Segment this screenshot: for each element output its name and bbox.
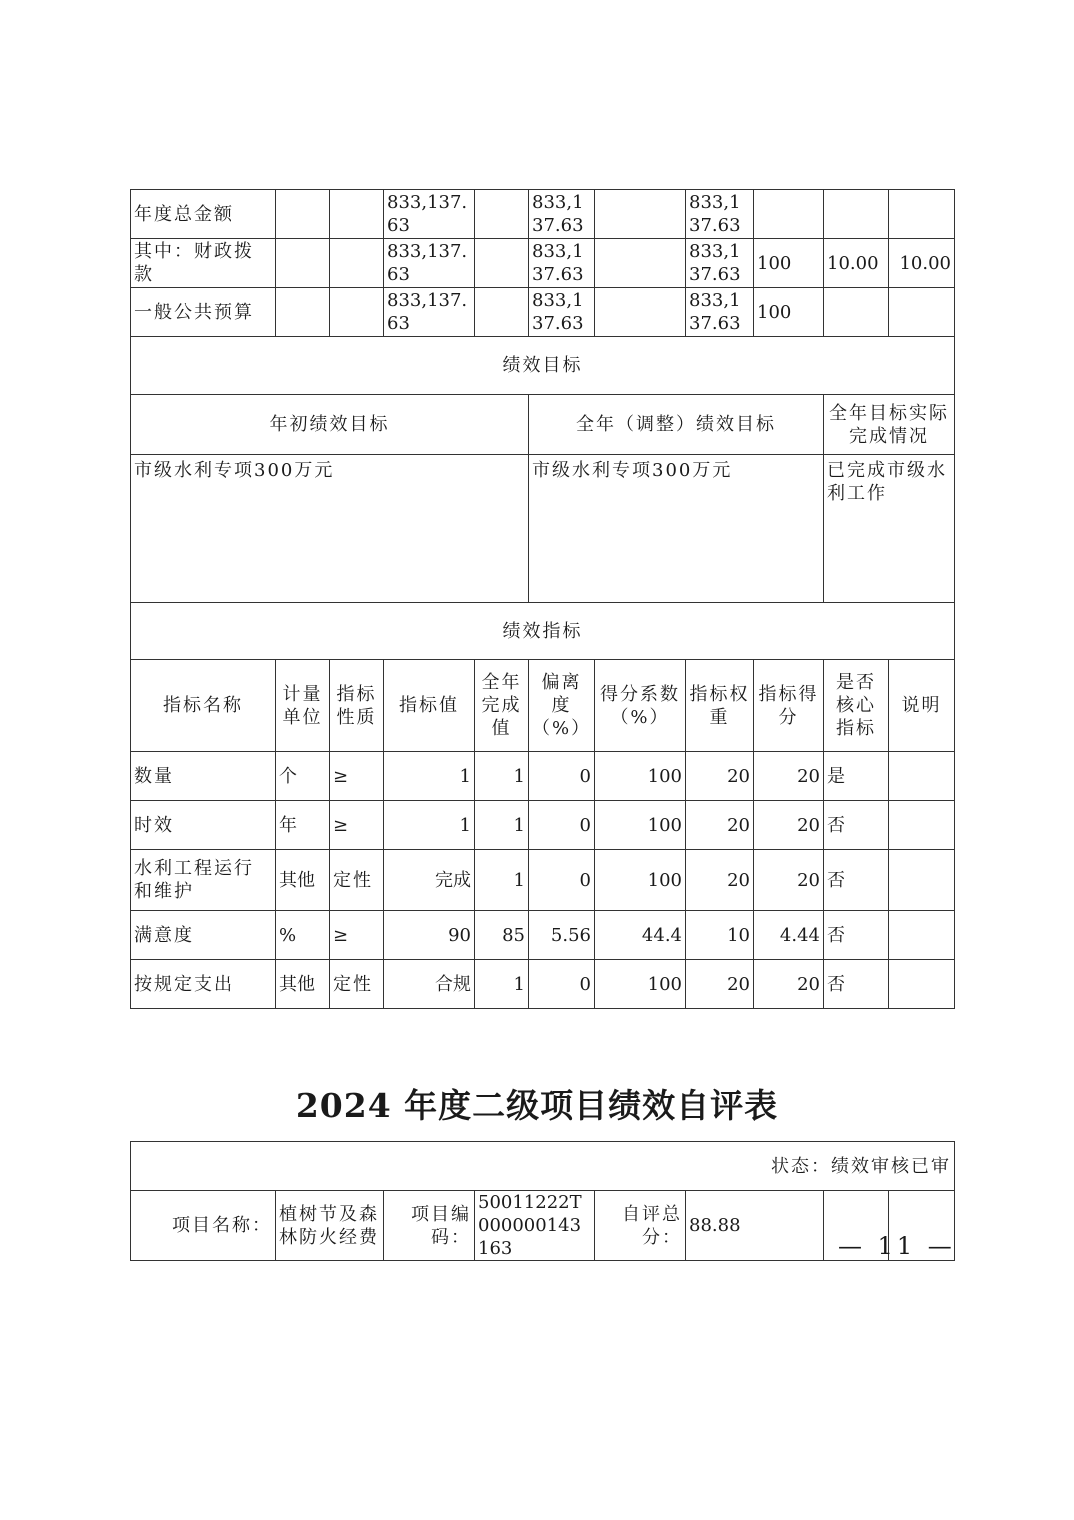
indicator-cell-done: 1 [475, 850, 529, 911]
funds-section [131, 190, 955, 337]
indicator-cell-weight: 10 [686, 911, 754, 960]
project-code-label: 项目编码： [384, 1191, 475, 1261]
indicator-cell-weight: 20 [686, 752, 754, 801]
indicator-row [131, 960, 955, 1009]
funds-row [131, 190, 955, 239]
indicator-cell-score: 20 [754, 752, 824, 801]
funds-cell-col4 [475, 239, 529, 288]
funds-cell-col6 [595, 288, 686, 337]
indicator-cell-coefficient: 100 [595, 850, 686, 911]
indicator-cell-note [889, 911, 955, 960]
project-name-value: 植树节及森林防火经费 [276, 1191, 384, 1261]
indicator-cell-note [889, 960, 955, 1009]
indicator-cell-nature: ≥ [330, 801, 384, 850]
indicators-section-title: 绩效指标 [131, 603, 955, 660]
indicator-cell-nature: ≥ [330, 911, 384, 960]
self-eval-table [130, 1141, 955, 1261]
goals-col-adjusted: 全年（调整）绩效目标 [529, 395, 824, 455]
indicator-cell-deviation: 0 [529, 960, 595, 1009]
funds-cell-rate [754, 190, 824, 239]
header-core: 是否核心指标 [824, 660, 889, 752]
performance-table [130, 189, 955, 1009]
indicator-cell-coefficient: 44.4 [595, 911, 686, 960]
header-indicator-name: 指标名称 [131, 660, 276, 752]
indicator-cell-note [889, 801, 955, 850]
indicator-cell-done: 1 [475, 960, 529, 1009]
header-coefficient: 得分系数（%） [595, 660, 686, 752]
goals-section-title: 绩效目标 [131, 337, 955, 395]
goals-col-actual: 全年目标实际完成情况 [824, 395, 955, 455]
goals-section [131, 337, 955, 603]
header-nature: 指标性质 [330, 660, 384, 752]
goals-col-initial: 年初绩效目标 [131, 395, 529, 455]
indicator-cell-unit: 其他 [276, 850, 330, 911]
indicator-cell-done: 1 [475, 801, 529, 850]
funds-cell-budget: 833,137.63 [384, 288, 475, 337]
indicator-cell-indicator-name: 数量 [131, 752, 276, 801]
indicator-cell-weight: 20 [686, 960, 754, 1009]
funds-cell-col6 [595, 190, 686, 239]
header-note: 说明 [889, 660, 955, 752]
funds-row-label: 年度总金额 [131, 190, 276, 239]
indicator-cell-core: 否 [824, 960, 889, 1009]
indicator-cell-indicator-name: 满意度 [131, 911, 276, 960]
indicator-cell-deviation: 0 [529, 752, 595, 801]
status-label: 状态：绩效审核已审 [131, 1142, 955, 1191]
funds-cell-weight: 10.00 [824, 239, 889, 288]
indicator-row [131, 801, 955, 850]
funds-cell-budget: 833,137.63 [384, 190, 475, 239]
header-done: 全年完成值 [475, 660, 529, 752]
funds-cell-weight [824, 288, 889, 337]
funds-cell-executed: 833,137.63 [686, 239, 754, 288]
funds-cell-rate: 100 [754, 239, 824, 288]
indicator-cell-note [889, 850, 955, 911]
indicator-cell-indicator-name: 时效 [131, 801, 276, 850]
indicator-cell-coefficient: 100 [595, 752, 686, 801]
funds-row-label: 其中：财政拨款 [131, 239, 276, 288]
indicator-cell-score: 4.44 [754, 911, 824, 960]
indicator-cell-core: 否 [824, 850, 889, 911]
funds-cell-weight [824, 190, 889, 239]
indicator-cell-indicator-name: 水利工程运行和维护 [131, 850, 276, 911]
funds-row [131, 288, 955, 337]
funds-cell-col1 [276, 288, 330, 337]
page-number: — 11 — [838, 1232, 956, 1260]
indicator-cell-coefficient: 100 [595, 960, 686, 1009]
indicator-row [131, 850, 955, 911]
goal-initial: 市级水利专项300万元 [131, 455, 529, 603]
indicator-cell-note [889, 752, 955, 801]
project-name-label: 项目名称： [131, 1191, 276, 1261]
header-value: 指标值 [384, 660, 475, 752]
funds-cell-executed: 833,137.63 [686, 190, 754, 239]
funds-cell-score [889, 288, 955, 337]
indicator-cell-weight: 20 [686, 801, 754, 850]
indicator-row [131, 911, 955, 960]
indicator-cell-nature: 定性 [330, 960, 384, 1009]
indicator-cell-core: 否 [824, 911, 889, 960]
indicator-cell-deviation: 0 [529, 801, 595, 850]
indicator-cell-score: 20 [754, 960, 824, 1009]
goal-actual: 已完成市级水利工作 [824, 455, 955, 603]
funds-row-label: 一般公共预算 [131, 288, 276, 337]
funds-cell-col1 [276, 190, 330, 239]
indicators-header-row [131, 660, 955, 752]
indicators-rows [131, 752, 955, 1009]
indicator-cell-coefficient: 100 [595, 801, 686, 850]
funds-cell-adjusted: 833,137.63 [529, 288, 595, 337]
indicator-cell-weight: 20 [686, 850, 754, 911]
funds-cell-score: 10.00 [889, 239, 955, 288]
funds-cell-col4 [475, 190, 529, 239]
funds-cell-col2 [330, 190, 384, 239]
funds-cell-executed: 833,137.63 [686, 288, 754, 337]
goal-adjusted: 市级水利专项300万元 [529, 455, 824, 603]
header-deviation: 偏离度（%） [529, 660, 595, 752]
indicators-section [131, 603, 955, 752]
table2-title: 2024 年度二级项目绩效自评表 [295, 1086, 779, 1125]
indicator-cell-unit: 年 [276, 801, 330, 850]
funds-cell-col2 [330, 288, 384, 337]
header-unit: 计量单位 [276, 660, 330, 752]
indicator-row [131, 752, 955, 801]
indicator-cell-unit: % [276, 911, 330, 960]
indicator-cell-indicator-name: 按规定支出 [131, 960, 276, 1009]
funds-cell-score [889, 190, 955, 239]
funds-cell-col2 [330, 239, 384, 288]
indicator-cell-deviation: 5.56 [529, 911, 595, 960]
indicator-cell-score: 20 [754, 801, 824, 850]
funds-cell-col6 [595, 239, 686, 288]
header-weight: 指标权重 [686, 660, 754, 752]
indicator-cell-done: 1 [475, 752, 529, 801]
funds-cell-adjusted: 833,137.63 [529, 239, 595, 288]
funds-cell-rate: 100 [754, 288, 824, 337]
project-code-value: 50011222T000000143163 [475, 1191, 595, 1261]
indicator-cell-nature: 定性 [330, 850, 384, 911]
funds-cell-budget: 833,137.63 [384, 239, 475, 288]
indicator-cell-value: 1 [384, 801, 475, 850]
header-score: 指标得分 [754, 660, 824, 752]
funds-cell-col1 [276, 239, 330, 288]
indicator-cell-unit: 个 [276, 752, 330, 801]
indicator-cell-core: 是 [824, 752, 889, 801]
indicator-cell-value: 合规 [384, 960, 475, 1009]
indicator-cell-done: 85 [475, 911, 529, 960]
score-value: 88.88 [686, 1191, 824, 1261]
funds-cell-adjusted: 833,137.63 [529, 190, 595, 239]
indicator-cell-unit: 其他 [276, 960, 330, 1009]
indicator-cell-nature: ≥ [330, 752, 384, 801]
indicator-cell-value: 90 [384, 911, 475, 960]
indicator-cell-value: 完成 [384, 850, 475, 911]
indicator-cell-core: 否 [824, 801, 889, 850]
funds-row [131, 239, 955, 288]
indicator-cell-value: 1 [384, 752, 475, 801]
indicator-cell-score: 20 [754, 850, 824, 911]
indicator-cell-deviation: 0 [529, 850, 595, 911]
funds-cell-col4 [475, 288, 529, 337]
score-label: 自评总分： [595, 1191, 686, 1261]
